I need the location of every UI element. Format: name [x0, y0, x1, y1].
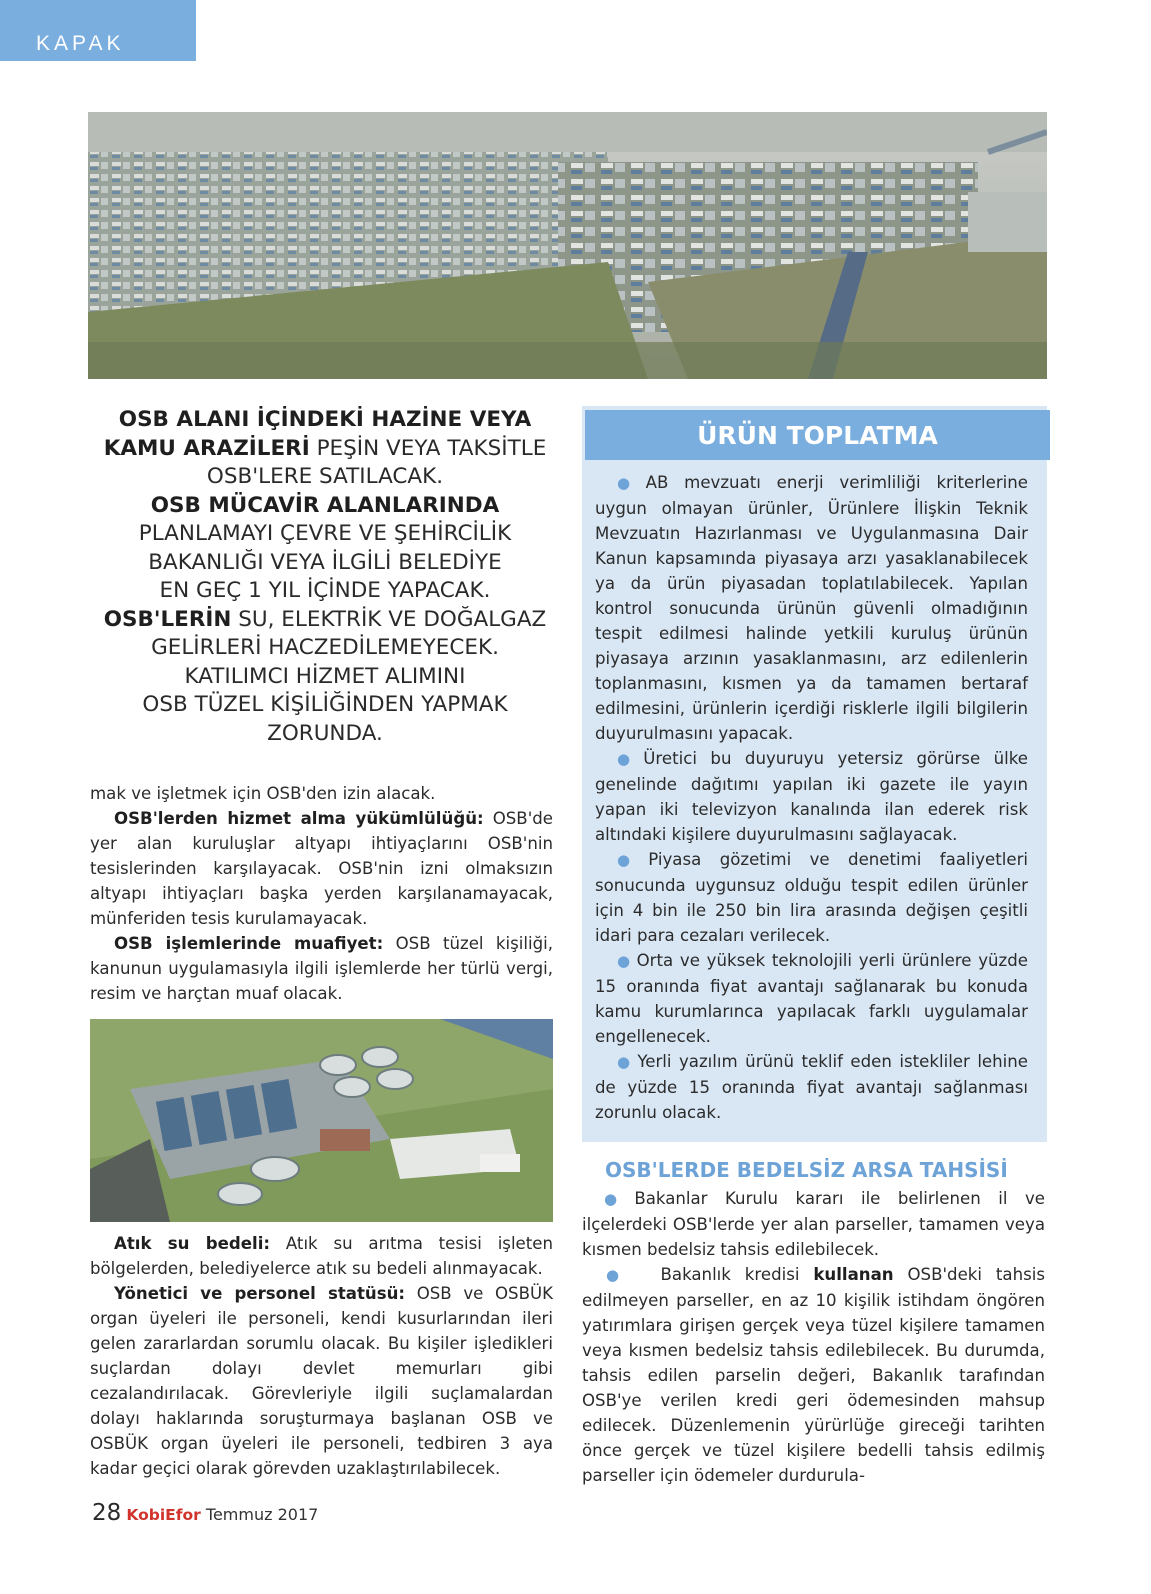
continuation-text: mak ve işletmek için OSB'den izin alacak.: [90, 784, 436, 803]
box-body: [595, 470, 1028, 1125]
magazine-brand: KobiEfor: [126, 1506, 201, 1524]
box-bullet: ● Üretici bu duyuruyu yetersiz görürse ülke genelinde dağıtımı yapılan iki gazete ile yayın yapan iki televizyon kanalında ilan ederek risk altındaki kişilere duyurulmasını sağlayacak.: [595, 749, 1028, 844]
box-bullet: ● Orta ve yüksek teknolojili yerli ürünlere yüzde 15 oranında fiyat avantajı sağlanarak bu konuda kamu kurumlarınca yapılacak farklı uygulamalar engellenecek.: [595, 951, 1028, 1046]
bullet-dot-icon: ●: [617, 750, 639, 768]
page-footer: [92, 1500, 318, 1530]
box-bullet: ● Yerli yazılım ürünü teklif eden istekliler lehine de yüzde 15 oranında fiyat avantajı sağlanması zorunlu olacak.: [595, 1052, 1028, 1122]
box-bullet: ● Piyasa gözetimi ve denetimi faaliyetleri sonucunda uygunsuz olduğu tespit edilen ürünler için 4 bin ile 250 bin lira arasında değişen çeşitli idari para cezaları verilecek.: [595, 850, 1028, 945]
aerial-photo-industrial-zone: [88, 112, 1047, 379]
box-bullet: ● AB mevzuatı enerji verimliliği kriterlerine uygun olmayan ürünler, Ürünlere İlişkin Teknik Mevzuatın Hazırlanması ve Uygulanmasına Dair Kanun kapsamında piyasaya arzı yasaklanabilecek ya da ürün piyasadan toplatılabilecek. Yapılan kontrol sonucunda ürünün güvenli olmadığının tespit edilmesi halinde yetkili kuruluş ürünün piyasaya arzının yasaklanmasını, arz edilenlerin toplanmasını, kısmen ya da tamamen bertaraf edilmesini, ürünlerin içerdiği risklerle ilgili bilgilerin duyurulmasını yapacak.: [595, 473, 1028, 743]
wastewater-plant-photo: [90, 1019, 553, 1222]
page-number: 28: [92, 1500, 122, 1526]
left-column-bottom-text: [90, 1231, 553, 1481]
paragraph-personnel-status: Yönetici ve personel statüsü: OSB ve OSBÜK organ üyeleri ile personeli, kendi kusurlarından ileri gelen zararlardan sorumlu olacak. Bu kişiler işledikleri suçlardan dolayı devlet memurları gibi cezalandırılacak. Görevleriyle ilgili suçlamalardan dolayı haklarında soruşturmaya başlanan OSB ve OSBÜK organ üyeleri ile personeli, tedbiren 3 aya kadar geçici olarak görevden uzaklaştırılabilecek.: [90, 1284, 553, 1478]
box-title: ÜRÜN TOPLATMA: [585, 410, 1050, 460]
bullet-dot-icon: ●: [617, 1053, 633, 1071]
issue-date: Temmuz 2017: [205, 1505, 319, 1524]
bullet-dot-icon: ●: [617, 952, 632, 970]
bullet-dot-icon: ●: [617, 851, 644, 869]
bullet-paragraph: ● Bakanlar Kurulu kararı ile belirlenen il ve ilçelerdeki OSB'lerde yer alan parseller, tamamen veya kısmen bedelsiz tahsis edilebilecek.: [582, 1189, 1045, 1259]
section-tab: KAPAK: [0, 0, 196, 61]
bullet-paragraph: ● Bakanlık kredisi kullanan OSB'deki tahsis edilmeyen parseller, en az 10 kişilik istihdam öngören yatırımlara girişen gerçek veya tüzel kişilere tamamen veya kısmen bedelsiz tahsis edilebilecek. Bu durumda, tahsis edilen parselin değeri, Bakanlık tarafından OSB'ye verilen kredi geri ödemesinden mahsup edilecek. Düzenlemenin yürürlüğe gireceği tarihten önce gerçek ve tüzel kişilere bedelli tahsis edilmiş parseller için ödemeler durdurula-: [582, 1265, 1045, 1485]
bullet-dot-icon: ●: [604, 1190, 630, 1208]
bullet-dot-icon: ●: [617, 474, 641, 492]
paragraph-exemption: OSB işlemlerinde muafiyet: OSB tüzel kişiliği, kanunun uygulamasıyla ilgili işlemlerde her türlü vergi, resim ve harçtan muaf olacak.: [90, 934, 553, 1003]
paragraph-wastewater-fee: Atık su bedeli: Atık su arıtma tesisi işleten bölgelerden, belediyelerce atık su bedeli alınmayacak.: [90, 1234, 553, 1278]
paragraph-service-obligation: OSB'lerden hizmet alma yükümlülüğü: OSB'de yer alan kuruluşlar altyapı ihtiyaçlarını OSB'nin tesislerinden karşılayacak. OSB'nin izni olmaksızın altyapı ihtiyaçları başka yerden karşılanamayacak, münferiden tesis kurulamayacak.: [90, 809, 553, 928]
left-column-text: [90, 781, 553, 1006]
bullet-dot-icon: ●: [606, 1266, 628, 1284]
section-heading-free-land: OSB'LERDE BEDELSİZ ARSA TAHSİSİ: [605, 1158, 1008, 1182]
pull-quote: OSB ALANI İÇİNDEKİ HAZİNE VEYA KAMU ARAZİLERİ PEŞİN VEYA TAKSİTLE OSB'LERE SATILACAK. OSB MÜCAVİR ALANLARINDA PLANLAMAYI ÇEVRE VE ŞEHİRCİLİK BAKANLIĞI VEYA İLGİLİ BELEDİYE EN GEÇ 1 YIL İÇİNDE YAPACAK. OSB'LERİN SU, ELEKTRİK VE DOĞALGAZ GELİRLERİ HACZEDİLEMEYECEK. KATILIMCI HİZMET ALIMINI OSB TÜZEL KİŞİLİĞİNDEN YAPMAK ZORUNDA.: [103, 407, 547, 746]
right-column-bottom-text: [582, 1186, 1045, 1488]
